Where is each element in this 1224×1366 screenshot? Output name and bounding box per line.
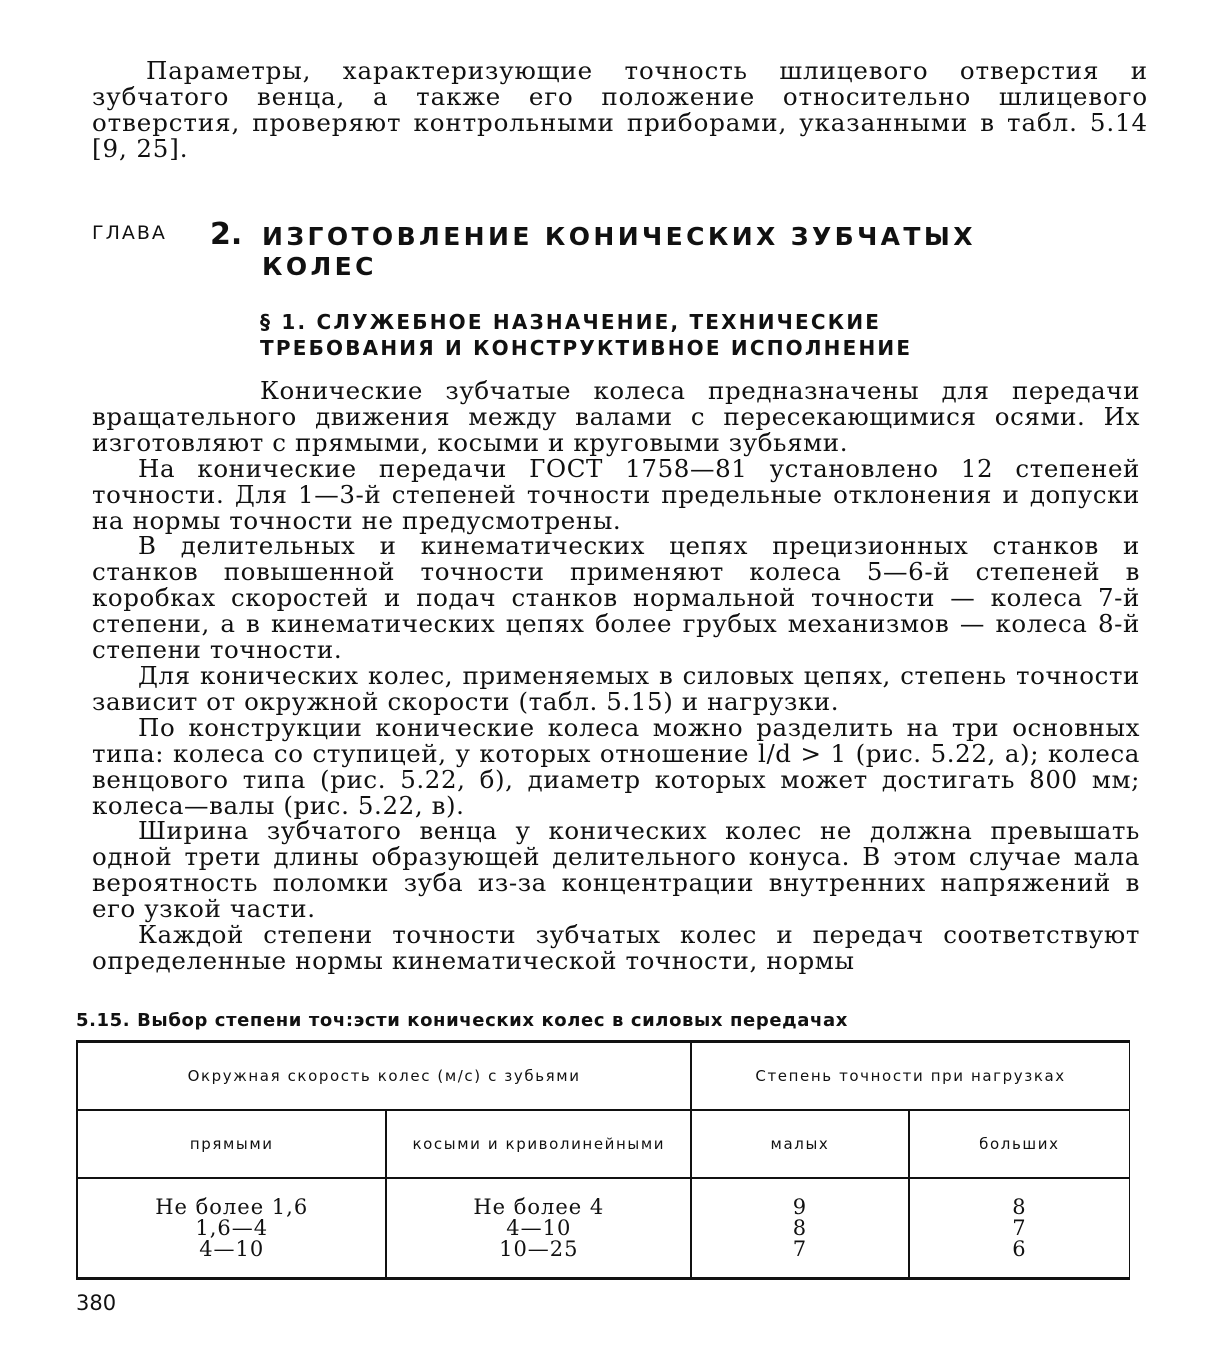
table-cell: 6 — [1012, 1237, 1027, 1261]
table-cell: 7 — [792, 1237, 808, 1261]
table-cell: 9 — [792, 1195, 808, 1219]
table-cell: 7 — [1012, 1216, 1027, 1240]
table-cell: 8 — [1012, 1195, 1027, 1219]
table-cell: 10—25 — [499, 1237, 579, 1261]
paragraph: По конструкции конические колеса можно разделить на три основных типа: колеса со ступицей, у которых отношение l/d > 1 (рис. 5.22, а); колеса венцового типа (рис. 5.22, б), диаметр которых может достигать 800 мм; колеса—валы (рис. 5.22, в). — [92, 712, 1140, 820]
paragraph: Для конических колес, применяемых в силовых цепях, степень точности зависит от окружной скорости (табл. 5.15) и нагрузки. — [92, 660, 1140, 716]
table-header-row — [77, 1042, 1130, 1111]
section-title — [260, 309, 1040, 361]
table-cell: 1,6—4 — [195, 1216, 269, 1240]
intro-paragraph: Параметры, характеризующие точность шлицевого отверстия и зубчатого венца, а также его положение относительно шлицевого отверстия, проверяют контрольными приборами, указанными в табл. 5.14 [9, 25]. — [92, 56, 1148, 163]
table-cell: 4—10 — [506, 1216, 572, 1240]
paragraph: Ширина зубчатого венца у конических колес не должна превышать одной трети длины образующей делительного конуса. В этом случае мала вероятность поломки зуба из-за концентрации внутренних напряжений в его узкой части. — [92, 816, 1140, 924]
table-cell: 4—10 — [199, 1237, 265, 1261]
paragraph: Конические зубчатые колеса предназначены для передачи вращательного движения между валами с пересекающимися осями. Их изготовляют с прямыми, косыми и круговыми зубьями. — [92, 376, 1140, 457]
chapter-number: 2. — [210, 217, 243, 252]
accuracy-table — [76, 1040, 1130, 1280]
header-speed: Окружная скорость колес (м/с) с зубьями — [77, 1042, 691, 1111]
table-subheader-row — [77, 1110, 1130, 1178]
section-title-line-2: ТРЕБОВАНИЯ И КОНСТРУКТИВНОЕ ИСПОЛНЕНИЕ — [260, 336, 913, 360]
table-cell: Не более 1,6 — [155, 1195, 309, 1219]
body-text — [92, 378, 1140, 974]
chapter-title: ИЗГОТОВЛЕНИЕ КОНИЧЕСКИХ ЗУБЧАТЫХ КОЛЕС — [262, 222, 976, 281]
header-accuracy: Степень точности при нагрузках — [691, 1042, 1129, 1111]
table-caption: 5.15. Выбор степени точ:эсти конических колес в силовых передачах — [76, 1010, 848, 1031]
paragraph: Каждой степени точности зубчатых колес и передач соответствуют определенные нормы кинематической точности, нормы — [92, 920, 1140, 975]
paragraph: В делительных и кинематических цепях прецизионных станков и станков повышенной точности применяют колеса 5—6-й степеней в коробках скоростей и подач станков нормальной точности — колеса 7-й степени, а в кинематических цепях более грубых механизмов — колеса 8-й степени точности. — [92, 531, 1140, 665]
section-title-line-1: § 1. СЛУЖЕБНОЕ НАЗНАЧЕНИЕ, ТЕХНИЧЕСКИЕ — [260, 310, 882, 334]
column-large-load — [909, 1178, 1130, 1279]
column-oblique — [386, 1178, 691, 1279]
table-cell: 8 — [792, 1216, 808, 1240]
table-cell: Не более 4 — [473, 1195, 605, 1219]
chapter-label: ГЛАВА — [92, 222, 167, 244]
paragraph: На конические передачи ГОСТ 1758—81 установлено 12 степеней точности. Для 1—3-й степеней точности предельные отклонения и допуски на нормы точности не предусмотрены. — [92, 453, 1140, 535]
subheader-straight: прямыми — [77, 1110, 386, 1178]
column-small-load — [691, 1178, 909, 1279]
subheader-large-load: больших — [909, 1110, 1130, 1178]
subheader-small-load: малых — [691, 1110, 909, 1178]
subheader-oblique: косыми и криволинейными — [386, 1110, 691, 1178]
column-straight — [77, 1178, 386, 1279]
page-number: 380 — [76, 1291, 117, 1315]
table-body-row — [77, 1178, 1130, 1279]
